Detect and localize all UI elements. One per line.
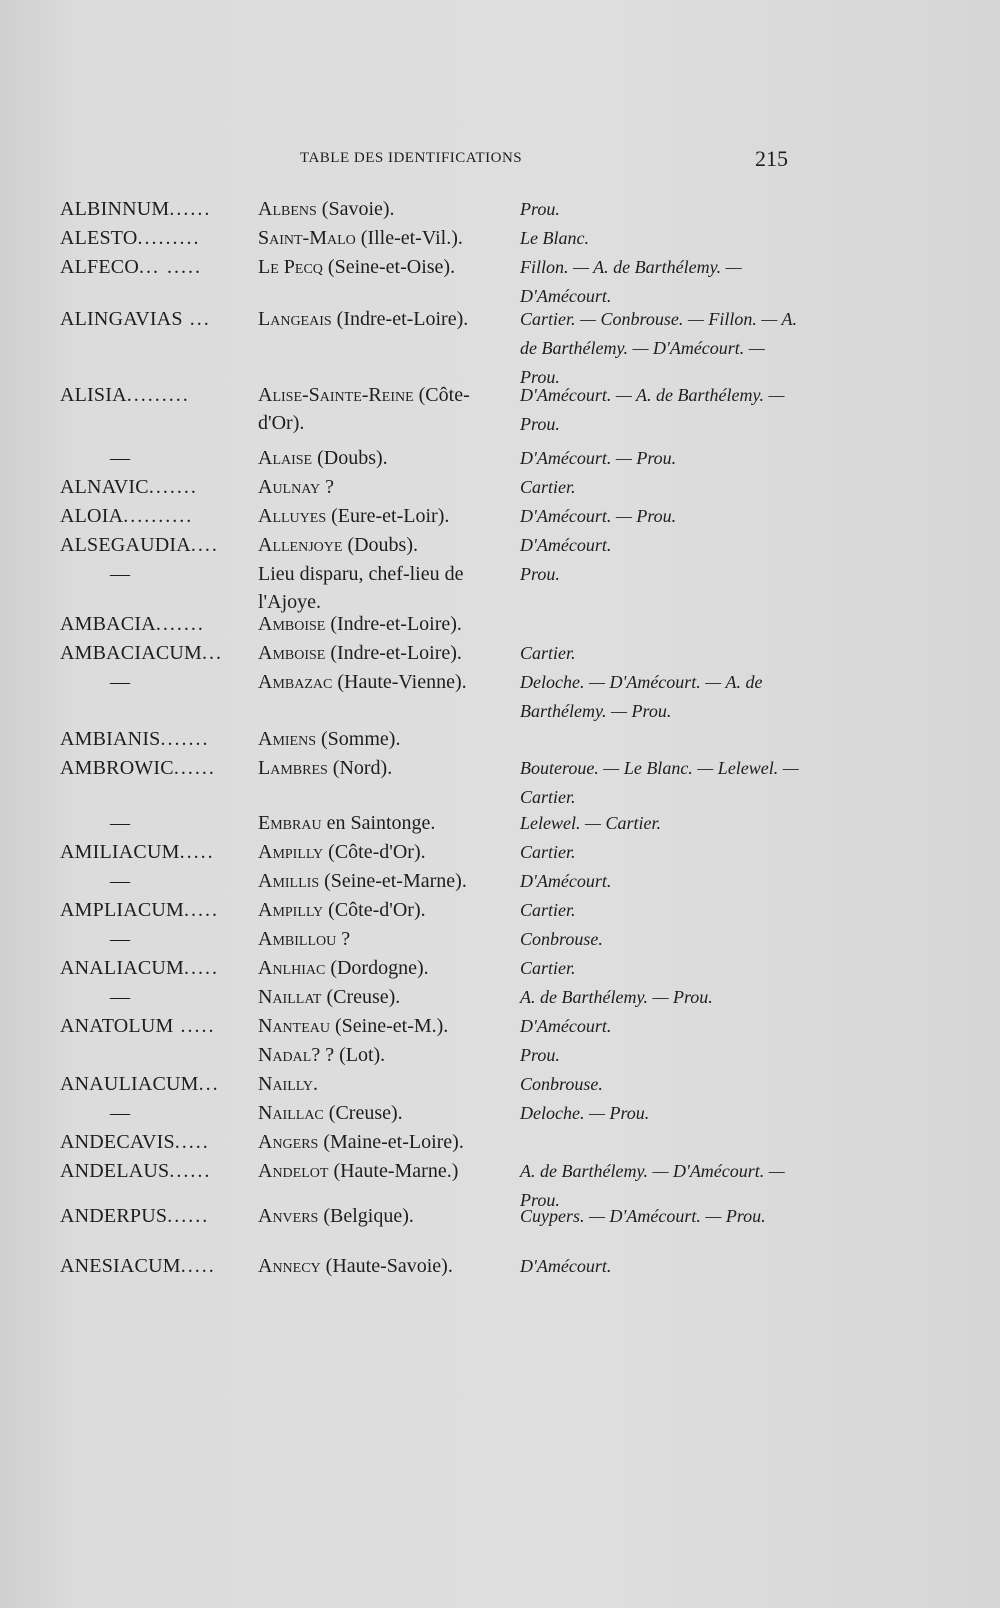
authors: Cartier.	[520, 842, 576, 862]
place-name: Nailly	[258, 1073, 314, 1095]
place-name: Amiens	[258, 728, 317, 750]
authors: Prou.	[520, 1045, 560, 1065]
leader-dots: ......	[169, 198, 212, 220]
place-name: Anlhiac	[258, 957, 326, 979]
place-detail: (Ille-et-Vil.).	[355, 227, 463, 249]
authors: Deloche. — D'Amécourt. — A. de Barthélemy. — Prou.	[520, 672, 763, 721]
latin-name	[0, 610, 255, 638]
latin-name-text: ANDECAVIS	[60, 1131, 175, 1153]
latin-name	[0, 754, 255, 782]
latin-name-text: —	[110, 928, 131, 950]
place-detail: (Seine-et-Marne).	[319, 870, 467, 892]
table-row	[0, 754, 799, 807]
table-row	[0, 473, 576, 501]
place-detail: (Savoie).	[316, 198, 395, 220]
table-row	[0, 1252, 612, 1280]
leader-dots: ......	[169, 1160, 212, 1182]
authors: Bouteroue. — Le Blanc. — Lelewel. — Cartier.	[520, 758, 799, 807]
latin-name	[0, 305, 255, 333]
authors: Cartier.	[520, 900, 576, 920]
latin-name-text: AMBACIACUM	[60, 642, 203, 664]
leader-dots: ......	[173, 757, 216, 779]
table-row	[0, 195, 560, 223]
identification	[258, 1012, 508, 1040]
place-name: Amillis	[258, 870, 320, 892]
latin-name	[0, 1128, 255, 1156]
place-detail: en Saintonge.	[321, 812, 436, 834]
latin-name-text: ALSEGAUDIA	[60, 534, 191, 556]
place-detail: (Nord).	[327, 757, 393, 779]
identification	[258, 925, 508, 953]
place-detail: (Haute-Marne.)	[328, 1160, 459, 1182]
latin-name	[0, 224, 255, 252]
authors: A. de Barthélemy. — Prou.	[520, 987, 713, 1007]
place-name: Alluyes	[258, 505, 327, 527]
leader-dots: .....	[173, 1015, 216, 1037]
latin-name	[0, 725, 255, 753]
place-detail: (Indre-et-Loire).	[325, 613, 462, 635]
leader-dots: ....	[190, 534, 219, 556]
identification	[258, 1252, 508, 1280]
identification	[258, 838, 508, 866]
authors: Lelewel. — Cartier.	[520, 813, 662, 833]
place-name: Allenjoye	[258, 534, 343, 556]
latin-name-text: ANALIACUM	[60, 957, 185, 979]
page-number: 215	[755, 146, 788, 171]
table-row	[0, 253, 742, 306]
authors: Prou.	[520, 199, 560, 219]
leader-dots: .........	[137, 227, 201, 249]
identification	[258, 560, 508, 616]
table-row	[0, 381, 785, 434]
identification	[258, 1202, 508, 1230]
latin-name	[0, 639, 255, 667]
place-name: Aulnay	[258, 476, 321, 498]
identification	[258, 444, 508, 472]
identification	[258, 668, 508, 696]
place-detail: (Indre-et-Loire).	[325, 642, 462, 664]
identification	[258, 983, 508, 1011]
leader-dots: .....	[184, 899, 220, 921]
place-name: Ambillou	[258, 928, 337, 950]
latin-name-text: ANDELAUS	[60, 1160, 170, 1182]
place-name: Embrau	[258, 812, 322, 834]
authors: Conbrouse.	[520, 929, 603, 949]
leader-dots: .....	[174, 1131, 210, 1153]
authors: D'Amécourt. — Prou.	[520, 448, 677, 468]
place-detail: (Côte-d'Or).	[258, 384, 470, 434]
table-row	[0, 1070, 603, 1098]
place-detail: (Côte-d'Or).	[323, 899, 426, 921]
authors: D'Amécourt.	[520, 535, 612, 555]
place-detail: (Eure-et-Loir).	[326, 505, 450, 527]
place-detail: ?	[320, 476, 335, 498]
place-name: Alise-Sainte-Reine	[258, 384, 414, 406]
identification	[258, 867, 508, 895]
authors: Cartier.	[520, 477, 576, 497]
latin-name	[0, 1157, 255, 1185]
leader-dots: .....	[179, 841, 215, 863]
place-name: Amboise	[258, 613, 326, 635]
identification	[258, 253, 508, 281]
leader-dots: ..........	[123, 505, 194, 527]
leader-dots: .........	[126, 384, 190, 406]
latin-name	[0, 502, 255, 530]
latin-name-text: —	[110, 563, 131, 585]
place-detail: (Creuse).	[323, 1102, 403, 1124]
place-detail: (Seine-et-Oise).	[322, 256, 456, 278]
latin-name-text: AMBACIA	[60, 613, 156, 635]
authors: D'Amécourt. — Prou.	[520, 506, 677, 526]
latin-name-text: ANATOLUM	[60, 1015, 174, 1037]
place-name: Naillat	[258, 986, 322, 1008]
authors: Cartier.	[520, 643, 576, 663]
place-name: Andelot	[258, 1160, 329, 1182]
table-row	[0, 925, 603, 953]
place-detail: (Maine-et-Loire).	[318, 1131, 464, 1153]
authors: D'Amécourt.	[520, 871, 612, 891]
place-detail: (Creuse).	[321, 986, 401, 1008]
latin-name-text: ANESIACUM	[60, 1255, 181, 1277]
identification	[258, 531, 508, 559]
latin-name-text: AMPLIACUM	[60, 899, 185, 921]
latin-name-text: —	[110, 870, 131, 892]
leader-dots: ...	[202, 642, 224, 664]
latin-name	[0, 1202, 255, 1230]
table-row	[0, 896, 576, 924]
identification	[258, 1041, 508, 1069]
leader-dots: .....	[180, 1255, 216, 1277]
table-row	[0, 639, 576, 667]
table-row	[0, 1099, 650, 1127]
latin-name-text: —	[110, 812, 131, 834]
authors: Le Blanc.	[520, 228, 589, 248]
latin-name-text: ALFECO	[60, 256, 139, 278]
identification	[258, 1099, 508, 1127]
table-row	[0, 560, 560, 613]
table-row	[0, 224, 589, 252]
running-header: TABLE DES IDENTIFICATIONS	[300, 150, 523, 166]
place-name: Saint-Malo	[258, 227, 356, 249]
latin-name	[0, 195, 255, 223]
place-name: Anvers	[258, 1205, 319, 1227]
leader-dots: .......	[148, 476, 198, 498]
place-name: Naillac	[258, 1102, 324, 1124]
identification	[258, 896, 508, 924]
authors: A. de Barthélemy. — D'Amécourt. — Prou.	[520, 1161, 785, 1210]
latin-name	[0, 1070, 255, 1098]
place-detail: (Haute-Savoie).	[320, 1255, 453, 1277]
place-name: Nadal	[258, 1044, 312, 1066]
leader-dots: .......	[155, 613, 205, 635]
identification	[258, 473, 508, 501]
latin-name-text: AMBROWIC	[60, 757, 174, 779]
identification	[258, 610, 508, 638]
latin-name-text: ALINGAVIAS	[60, 308, 183, 330]
latin-name-text: ALOIA	[60, 505, 124, 527]
latin-name	[0, 896, 255, 924]
latin-name-text: ALBINNUM	[60, 198, 170, 220]
place-detail: ?	[336, 928, 351, 950]
authors: Deloche. — Prou.	[520, 1103, 650, 1123]
identification	[258, 1070, 508, 1098]
place-detail: .	[313, 1073, 319, 1095]
leader-dots: .....	[184, 957, 220, 979]
table-row	[0, 668, 763, 721]
place-name: Amboise	[258, 642, 326, 664]
identification	[258, 224, 508, 252]
authors: Cuypers. — D'Amécourt. — Prou.	[520, 1206, 766, 1226]
leader-dots: ......	[167, 1205, 210, 1227]
table-row	[0, 610, 462, 638]
latin-name-text: ALNAVIC	[60, 476, 149, 498]
authors: D'Amécourt.	[520, 1256, 612, 1276]
leader-dots: ...	[198, 1073, 220, 1095]
place-detail: (Côte-d'Or).	[323, 841, 426, 863]
latin-name-text: —	[110, 986, 131, 1008]
authors: Fillon. — A. de Barthélemy. — D'Amécourt.	[520, 257, 742, 306]
table-row	[0, 1202, 766, 1230]
identification	[258, 639, 508, 667]
place-detail: (Belgique).	[318, 1205, 414, 1227]
place-name: Angers	[258, 1131, 319, 1153]
place-name: Albens	[258, 198, 317, 220]
identification	[258, 1128, 508, 1156]
identification	[258, 502, 508, 530]
leader-dots: ... .....	[138, 256, 202, 278]
table-row	[0, 502, 677, 530]
authors: D'Amécourt.	[520, 1016, 612, 1036]
identification	[258, 809, 508, 837]
table-row	[0, 1012, 612, 1040]
place-name: Ampilly	[258, 899, 324, 921]
table-row	[0, 954, 576, 982]
place-name: Le Pecq	[258, 256, 323, 278]
place-name: Annecy	[258, 1255, 321, 1277]
identification	[258, 1157, 508, 1185]
table-row	[0, 867, 612, 895]
latin-name-text: AMILIACUM	[60, 841, 180, 863]
latin-name	[0, 838, 255, 866]
place-detail: (Doubs).	[342, 534, 418, 556]
latin-name-text: —	[110, 1102, 131, 1124]
table-row	[0, 1157, 785, 1210]
place-detail: ? ? (Lot).	[311, 1044, 386, 1066]
table-row	[0, 725, 401, 753]
latin-name-text: —	[110, 447, 131, 469]
table-row	[0, 1128, 464, 1156]
place-detail: (Haute-Vienne).	[332, 671, 467, 693]
place-detail: (Seine-et-M.).	[330, 1015, 449, 1037]
authors: Conbrouse.	[520, 1074, 603, 1094]
latin-name-text: —	[110, 671, 131, 693]
latin-name	[0, 473, 255, 501]
latin-name	[0, 954, 255, 982]
identification	[258, 954, 508, 982]
latin-name-text: ANDERPUS	[60, 1205, 168, 1227]
table-row	[0, 809, 662, 837]
table-row	[0, 838, 576, 866]
place-detail: (Doubs).	[312, 447, 388, 469]
latin-name	[0, 1012, 255, 1040]
place-detail: (Indre-et-Loire).	[331, 308, 469, 330]
latin-name-text: AMBIANIS	[60, 728, 161, 750]
table-row	[0, 983, 713, 1011]
latin-name	[0, 1252, 255, 1280]
leader-dots: .......	[160, 728, 210, 750]
place-name: Langeais	[258, 308, 332, 330]
place-detail: (Somme).	[316, 728, 401, 750]
place-detail: (Dordogne).	[325, 957, 429, 979]
place-name: Ampilly	[258, 841, 324, 863]
place-name: Alaise	[258, 447, 313, 469]
latin-name-text: ANAULIACUM	[60, 1073, 199, 1095]
place-name: Ambazac	[258, 671, 333, 693]
table-row	[0, 305, 798, 387]
leader-dots: ...	[182, 308, 211, 330]
latin-name-text: ALESTO	[60, 227, 138, 249]
table-row	[0, 444, 677, 472]
authors: Cartier.	[520, 958, 576, 978]
authors: D'Amécourt. — A. de Barthélemy. — Prou.	[520, 385, 785, 434]
authors: Prou.	[520, 564, 560, 584]
place-detail: Lieu disparu, chef-lieu de l'Ajoye.	[258, 563, 464, 613]
identification	[258, 305, 508, 333]
latin-name-text: ALISIA	[60, 384, 127, 406]
table-row	[0, 531, 612, 559]
latin-name	[0, 381, 255, 409]
identification	[258, 754, 508, 782]
latin-name	[0, 531, 255, 559]
identification	[258, 195, 508, 223]
identification	[258, 381, 508, 437]
latin-name	[0, 253, 255, 281]
authors: Cartier. — Conbrouse. — Fillon. — A. de Barthélemy. — D'Amécourt. — Prou.	[520, 309, 798, 387]
place-name: Lambres	[258, 757, 328, 779]
place-name: Nanteau	[258, 1015, 330, 1037]
identification	[258, 725, 508, 753]
